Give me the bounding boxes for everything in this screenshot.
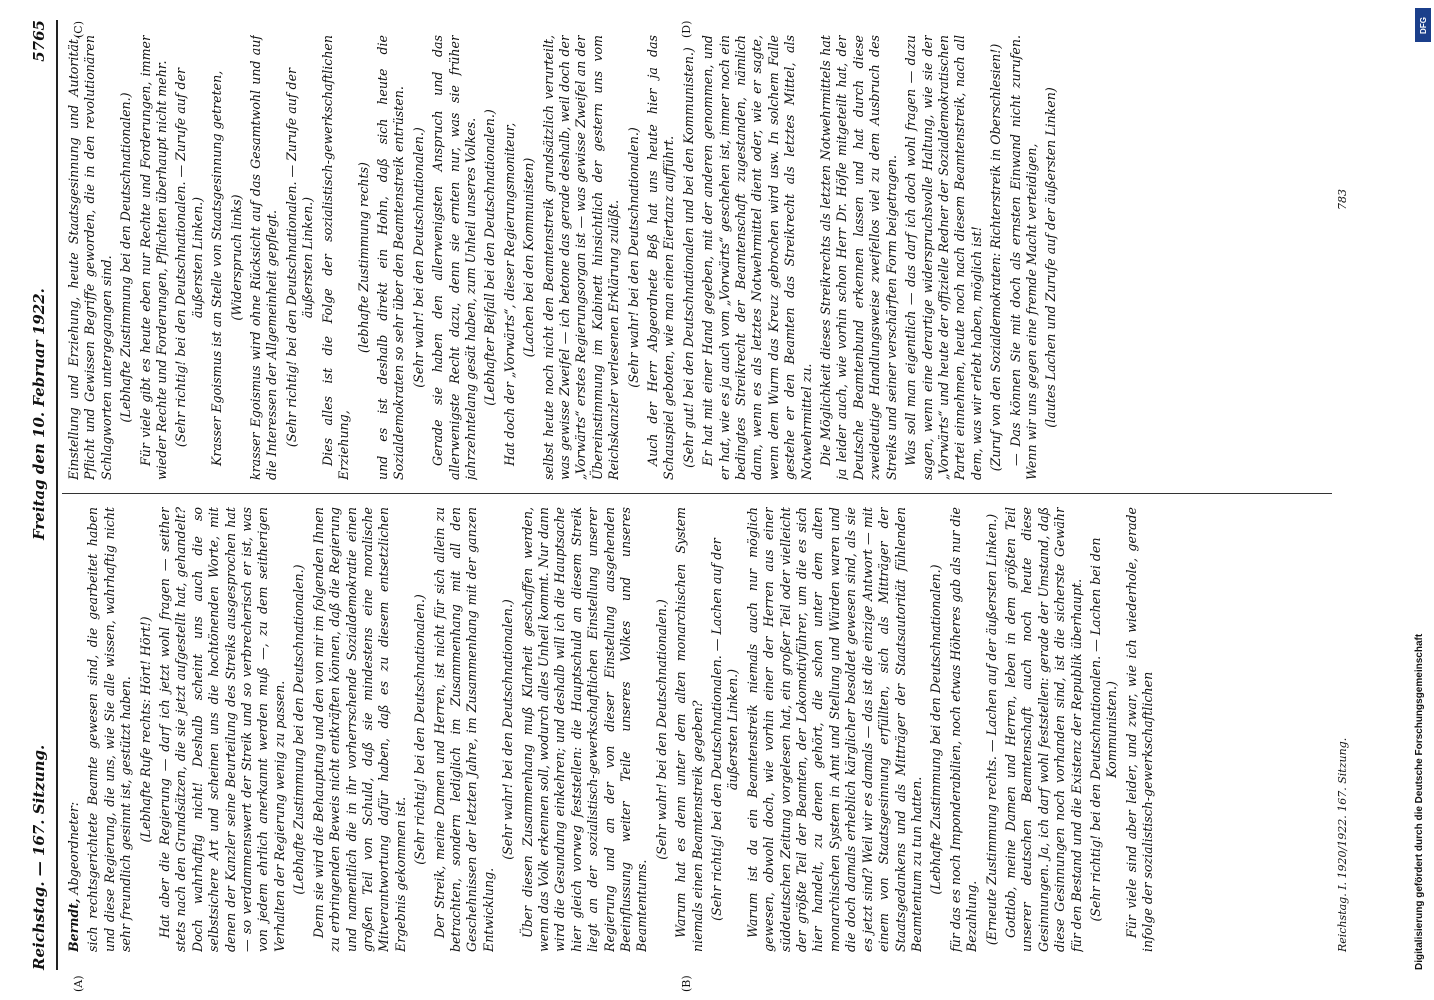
paragraph: Für viele sind aber leider, und zwar, wie ich wiederhole, gerade infolge der sozialistisch-gewerkschaftlichen (1123, 507, 1156, 952)
interjection: (Sehr wahr! bei den Deutschnationalen.) (410, 127, 426, 388)
paragraph: selbst heute noch nicht den Beamtenstreik grundsätzlich verurteilt, was gewisse Zweifel — ich betone das gerade deshalb, weil doch der „Vorwärts“ erstes Regierungsorgan ist — was gewisse Zweifel an der Übereinstimmung im Kabinett hinsichtlich der gestern uns vom Reichskanzler verlesenen Erklärung zuläßt. (540, 35, 622, 480)
right-column (66, 35, 1326, 480)
running-head (30, 20, 54, 970)
dfg-logo-text: DFG (1418, 16, 1428, 34)
interjection: (Zuruf von den Sozialdemokraten: Richterstreik in Oberschlesien!) (988, 43, 1004, 472)
left-column (66, 507, 1326, 952)
footer-sheet-number: 783 (1336, 189, 1349, 210)
paragraph: Was soll man eigentlich — das darf ich doch wohl fragen — dazu sagen, wenn eine derartige widerspruchsvolle Haltung, wie sie der „Vorwärts“ und heute der offizielle Redner der Sozialdemokratischen Partei einnehmen, heute noch nach diesem Beamtenstreik, nach all dem, was wir erlebt haben, möglich ist! (903, 35, 984, 480)
paragraph: Über diesen Zusammenhang muß Klarheit geschaffen werden, wenn das Volk erkennen soll, wodurch alles Unheil kommt. Nur dann wird die Gesundung einkehren; und deshalb will ich die Hauptsache hier gleich vorweg feststellen: die Hauptschuld an diesem Streik liegt an der sozialistisch-gewerkschaftlichen Einstellung unserer Regierung und an der von dieser Einstellung ausgehenden Beeinflussung weiter Teile unseres Volkes und unseres Beamtentums. (519, 507, 650, 952)
interjection: (Sehr richtig! bei den Deutschnationalen. — Zurufe auf der äußersten Linken.) (283, 67, 316, 448)
speaker-line (66, 507, 82, 952)
paragraph: Auch der Herr Abgeordnete Beß hat uns heute hier ja das Schauspiel geboten, wie man einen Eiertanz aufführt. (645, 35, 677, 480)
interjection: (lautes Lachen und Zurufe auf der äußersten Linken) (1043, 87, 1059, 428)
header-date: Freitag den 10. Februar 1922. (30, 288, 48, 540)
interjection: (Sehr wahr! bei den Deutschnationalen.) (500, 599, 516, 860)
column-divider (62, 493, 1332, 494)
paragraph: krasser Egoismus wird ohne Rücksicht auf das Gesamtwohl und auf die Interessen der Allgemeinheit gepflegt. (248, 35, 280, 480)
paragraph: Gerade sie haben den allerwenigsten Anspruch und das allerwenigste Recht dazu, denn sie ernten nur, was sie früher jahrzehntelang gesät haben, zum Unheil unseres Volkes. (430, 35, 478, 480)
paragraph: Für viele gibt es heute eben nur Rechte und Forderungen, immer wieder Rechte und Forderungen, Pflichten überhaupt nicht mehr. (137, 35, 170, 480)
dfg-credit-line: Digitalisierung gefördert durch die Deutsche Forschungsgemeinschaft (1414, 633, 1425, 970)
header-left: Reichstag. — 167. Sitzung. (30, 744, 48, 970)
paragraph: Gottlob, meine Damen und Herren, leben in dem größten Teil unserer deutschen Beamtenschaft auch noch heute diese Gesinnungen. Ja, ich darf wohl feststellen: gerade der Umstand, daß diese Gesinnungen noch vorhanden sind, ist die sicherste Gewähr für den Bestand und die Existenz der Republik überhaupt. (1002, 507, 1084, 952)
paragraph: Denn sie wird die Behauptung und den von mir im folgenden Ihnen zu erbringenden Beweis nicht entkräften können, daß die Regierung und namentlich die in ihr vorherrschende Sozialdemokratie einen großen Teil von Schuld, daß sie mindestens eine moralische Mitverantwortung dafür haben, daß es zu diesem entsetzlichen Ergebnis gekommen ist. (310, 507, 408, 952)
paragraph: Die Möglichkeit dieses Streikrechts als letzten Notwehrmittels hat ja leider auch, wie vorhin schon Herr Dr. Höfle mitgeteilt hat, der Deutsche Beamtenbund erkennen lassen und hat durch diese zweideutige Handlungsweise zweifellos viel zu dem Ausbruch des Streiks und seiner verschärften Form beigetragen. (818, 35, 899, 480)
interjection: (Sehr richtig! bei den Deutschnationalen. — Lachen auf der äußersten Linken.) (709, 538, 741, 921)
interjection: (Lebhafte Rufe rechts: Hört! Hört!) (137, 616, 153, 843)
paragraph: Warum ist da ein Beamtenstreik niemals auch nur möglich gewesen, obwohl doch, wie vorhin einer der Herren aus einer süddeutschen Zeitung vorgelesen hat, ein großer Teil oder vielleicht der größte Teil der Beamten, der Lokomotivführer, um die es sich hier handelt, zu denen gehört, die schon unter dem alten monarchischen System in Amt und Stellung und Würden waren und die doch damals erheblich kärglicher besoldet gewesen sind, als sie es jetzt sind? Weil wir es damals — das ist die einzige Antwort — mit einem von Staatsgesinnung erfüllten, sich als Mitträger der Staatsgedankens und als Mitträger der Staatsautorität fühlenden Beamtentum zu tun hatten. (744, 507, 924, 952)
footer-citation: Reichstag. I. 1920/1922. 167. Sitzung. (1336, 737, 1349, 952)
paragraph: Er hat mit einer Hand gegeben, mit der anderen genommen, und er hat, wie es ja auch vom „Vorwärts“ geschehen ist, immer noch ein bedingtes Streikrecht der Beamtenschaft zugestanden, nämlich dann, wenn es als letztes Notwehrmittel dient oder, wie er sagte, wenn dem Wurm das Kreuz gebrochen wird usw. In solchem Falle gestehe er den Beamten das Streikrecht als letztes Mittel, als Notwehrmittel zu. (700, 35, 814, 480)
interjection: (Sehr gut! bei den Deutschnationalen und bei den Kommunisten.) (680, 47, 696, 468)
interjection: (Sehr richtig! bei den Deutschnationalen.) (412, 594, 428, 865)
paragraph: Dies alles ist die Folge der sozialistisch-gewerkschaftlichen Erziehung, (319, 35, 352, 480)
speaker-name: Berndt, (66, 898, 81, 952)
paragraph: — Das können Sie mit doch als ernsten Einwand nicht zurufen. Wenn wir uns gegen eine fremde Macht verteidigen, (1007, 35, 1039, 480)
interjection: (lebhafte Zustimmung rechts) (355, 162, 371, 353)
interjection: (Lachen bei den Kommunisten) (521, 157, 537, 358)
margin-mark-a: (A) (72, 975, 85, 992)
margin-mark-d: (D) (680, 20, 693, 38)
interjection: (Erneute Zustimmung rechts. — Lachen auf der äußersten Linken.) (983, 513, 999, 946)
paragraph: Krasser Egoismus ist an Stelle von Staatsgesinnung getreten, (209, 70, 225, 466)
dfg-logo-icon (1415, 8, 1431, 42)
paragraph: Hat aber die Regierung — darf ich jetzt wohl fragen — seither stets nach den Grundsätzen, die sie jetzt aufgestellt hat, gehandelt? Doch wahrhaftig nicht! Deshalb scheint uns auch die so selbstsichere Art und scheinen uns die hochtönenden Worte, mit denen der Kanzler seine Beurteilung des Streiks ausgesprochen hat — so verdammenswert der Streik und so verbrecherisch er ist, was von jedem ehrlich anerkannt werden muß —, zu dem seitherigen Verhalten der Regierung wenig zu passen. (157, 507, 287, 952)
interjection: (Lebhafter Beifall bei den Deutschnationalen.) (482, 109, 498, 406)
page-number: 5765 (30, 20, 48, 62)
interjection: (Sehr wahr! bei den Deutschnationalen.) (625, 127, 641, 388)
interjection: (Sehr wahr! bei den Deutschnationalen.) (653, 599, 669, 860)
paragraph: für das es noch Imponderabilien, noch etwas Höheres gab als nur die Bezahlung. (947, 507, 980, 952)
paragraph: Einstellung und Erziehung, heute Staatsgesinnung und Autorität, Pflicht und Gewissen Begriffe geworden, die in den revolutionären Schlagworten untergegangen sind. (66, 35, 114, 480)
margin-mark-b: (B) (680, 975, 693, 992)
paragraph: Warum hat es denn unter dem alten monarchischen System niemals einen Beamtenstreik gegeben? (673, 507, 705, 952)
paragraph: Hat doch der „Vorwärts“, dieser Regierungsmoniteur, (501, 122, 517, 466)
interjection: (Lebhafte Zustimmung bei den Deutschnationalen.) (118, 92, 134, 423)
interjection: (Widerspruch links) (228, 194, 244, 321)
interjection: (Lebhafte Zustimmung bei den Deutschnationalen.) (291, 564, 307, 895)
interjection: (Sehr richtig! bei den Deutschnationalen. — Lachen bei den Kommunisten.) (1087, 537, 1120, 922)
speaker-role: Abgeordneter: (66, 801, 81, 895)
paragraph: und es ist deshalb direkt ein Hohn, daß sich heute die Sozialdemokraten so sehr über den Beamtenstreik entrüsten. (374, 35, 407, 480)
interjection: (Sehr richtig! bei den Deutschnationalen. — Zurufe auf der äußersten Linken.) (173, 67, 205, 448)
interjection: (Lebhafte Zustimmung bei den Deutschnationalen.) (928, 564, 944, 895)
header-rule (56, 20, 58, 970)
paragraph: Der Streik, meine Damen und Herren, ist nicht für sich allein zu betrachten, sondern lediglich im Zusammenhang mit all den Geschehnissen der letzten Jahre, im Zusammenhang mit der ganzen Entwicklung. (431, 507, 496, 952)
margin-mark-c: (C) (72, 21, 85, 38)
paragraph: sich rechtsgerichtete Beamte gewesen sind, die gearbeitet haben und diese Regierung, die uns, wie Sie alle wissen, wahrhaftig nicht sehr freundlich gesinnt ist, gestützt haben. (85, 507, 134, 952)
